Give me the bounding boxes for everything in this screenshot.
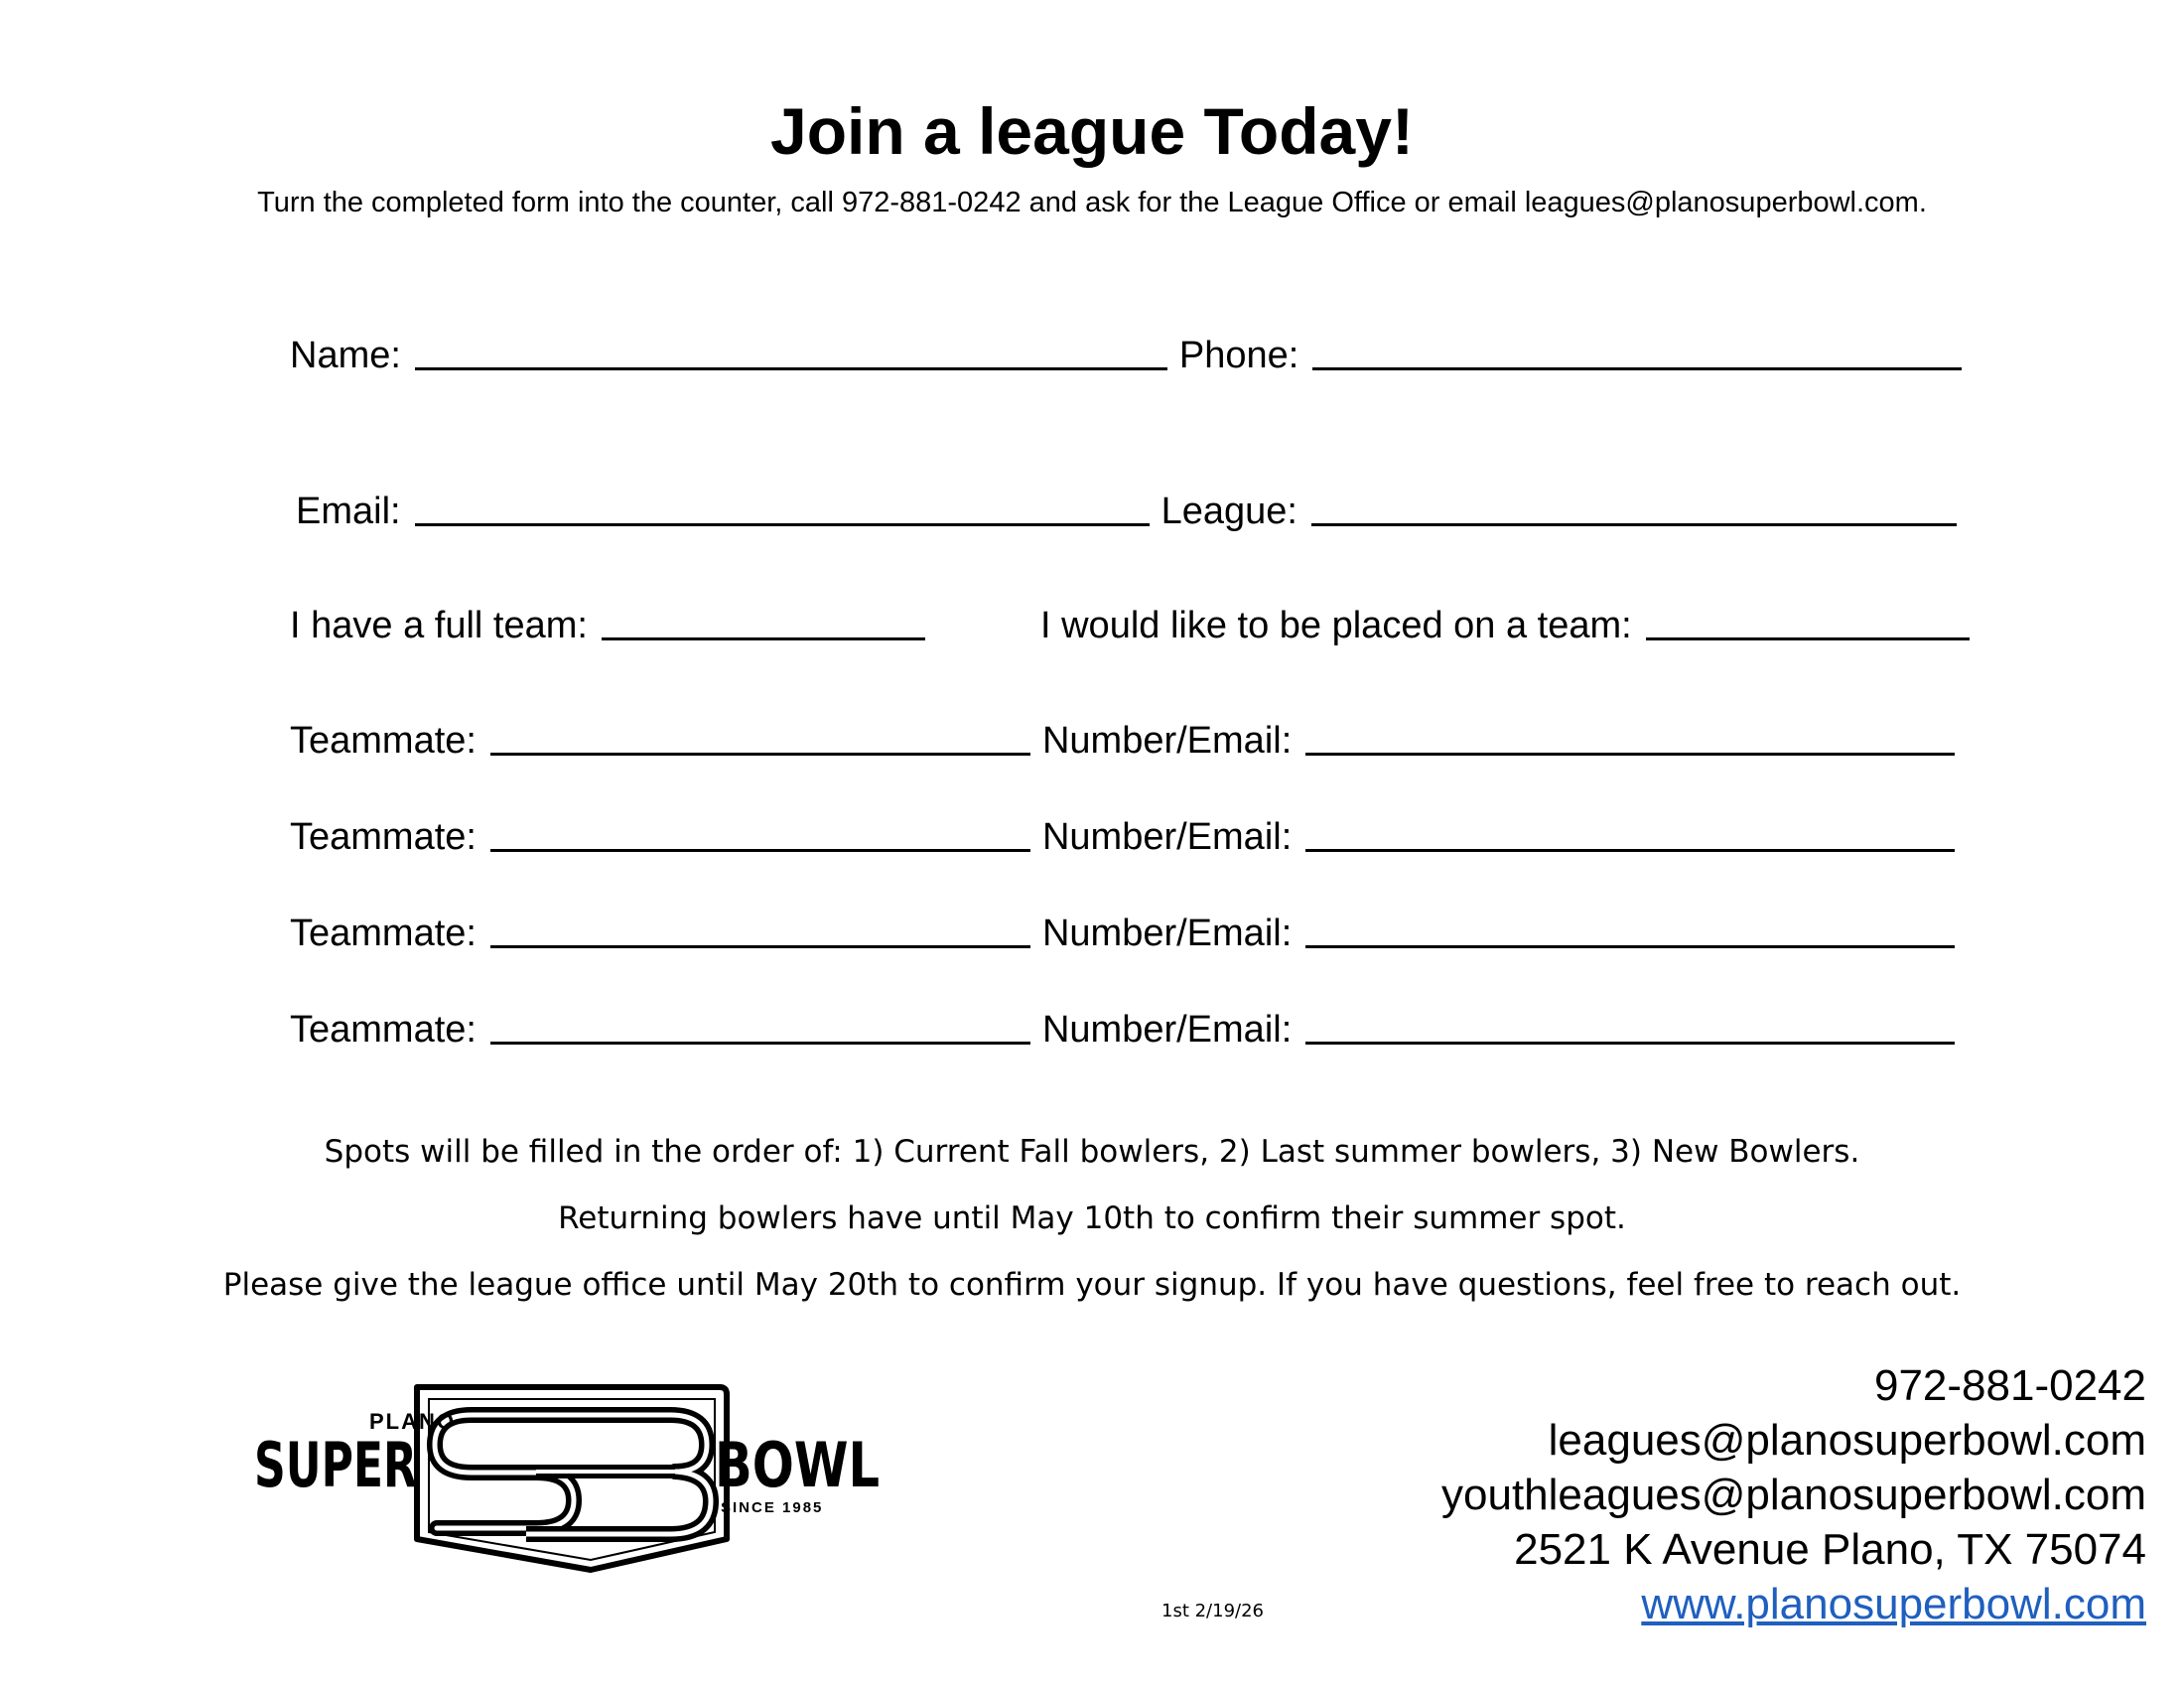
- teammate-line[interactable]: [490, 845, 1030, 852]
- full-team-line[interactable]: [602, 633, 925, 640]
- website-link[interactable]: www.planosuperbowl.com: [1641, 1580, 2146, 1628]
- note-line: Returning bowlers have until May 10th to confirm their summer spot.: [558, 1200, 1626, 1236]
- contact-youth-email: youthleagues@planosuperbowl.com: [1441, 1471, 2146, 1519]
- name-phone-row: [290, 328, 1962, 377]
- phone-line[interactable]: [1312, 363, 1962, 370]
- instructions-text: Turn the completed form into the counter, call 972-881-0242 and ask for the League Office or email leagues@planosuperbowl.com.: [257, 187, 1927, 218]
- placed-on-team-label: I would like to be placed on a team:: [1040, 605, 1632, 646]
- email-field[interactable]: [296, 490, 1150, 533]
- full-team-field[interactable]: [290, 598, 925, 647]
- teammate-label: Teammate:: [290, 1009, 477, 1051]
- teammate-contact-label: Number/Email:: [1041, 1009, 1293, 1051]
- name-label: Name:: [290, 335, 401, 376]
- teammate-label: Teammate:: [290, 816, 477, 858]
- teammate-contact-label: Number/Email:: [1041, 913, 1293, 954]
- teammate-contact-field[interactable]: [1042, 912, 1955, 955]
- email-league-row: [296, 484, 1957, 533]
- teammate-field[interactable]: [290, 719, 1030, 763]
- teammate-contact-line[interactable]: [1305, 941, 1955, 948]
- contact-email: leagues@planosuperbowl.com: [1548, 1416, 2146, 1465]
- teammate-contact-field[interactable]: [1042, 719, 1955, 763]
- teammate-contact-line[interactable]: [1305, 749, 1955, 756]
- teammate-row: [290, 809, 1955, 859]
- signup-notes: [0, 1130, 2184, 1330]
- note-line: Spots will be filled in the order of: 1) Current Fall bowlers, 2) Last summer bowlers, 3) New Bowlers.: [324, 1134, 1860, 1170]
- teammate-field[interactable]: [290, 1008, 1030, 1052]
- contact-address: 2521 K Avenue Plano, TX 75074: [1514, 1525, 2146, 1574]
- email-label: Email:: [296, 491, 401, 532]
- logo-bowl-text: BOWL: [715, 1429, 880, 1501]
- logo-super-text: SUPER: [254, 1429, 417, 1501]
- teammate-field[interactable]: [290, 912, 1030, 955]
- contact-phone: 972-881-0242: [1873, 1361, 2146, 1410]
- teammate-row: [290, 713, 1955, 763]
- teammate-line[interactable]: [490, 1038, 1030, 1045]
- teammate-line[interactable]: [490, 749, 1030, 756]
- teammate-contact-label: Number/Email:: [1041, 720, 1293, 762]
- phone-label: Phone:: [1178, 335, 1299, 376]
- phone-field[interactable]: [1179, 334, 1962, 377]
- name-field[interactable]: [290, 334, 1167, 377]
- note-line: Please give the league office until May 20th to confirm your signup. If you have questions, feel free to reach out.: [222, 1267, 1962, 1303]
- email-line[interactable]: [415, 519, 1150, 526]
- teammate-row: [290, 906, 1955, 955]
- teammate-field[interactable]: [290, 815, 1030, 859]
- name-line[interactable]: [415, 363, 1167, 370]
- revision-date: 1st 2/19/26: [1161, 1601, 1264, 1621]
- logo-plano-text: PLANO: [369, 1409, 456, 1434]
- teammate-row: [290, 1002, 1955, 1052]
- teammate-contact-field[interactable]: [1042, 815, 1955, 859]
- teammate-line[interactable]: [490, 941, 1030, 948]
- teammate-label: Teammate:: [290, 720, 477, 762]
- teammate-contact-label: Number/Email:: [1041, 816, 1293, 858]
- teammate-contact-line[interactable]: [1305, 1038, 1955, 1045]
- placed-on-team-line[interactable]: [1646, 633, 1970, 640]
- full-team-label: I have a full team:: [290, 605, 588, 646]
- plano-super-bowl-logo: [248, 1375, 884, 1574]
- teammate-label: Teammate:: [290, 913, 477, 954]
- league-label: League:: [1160, 491, 1297, 532]
- logo-since-text: SINCE 1985: [721, 1499, 824, 1516]
- teammate-contact-line[interactable]: [1305, 845, 1955, 852]
- page-title: Join a league Today!: [770, 94, 1414, 168]
- league-field[interactable]: [1161, 490, 1957, 533]
- contact-block: [1441, 1358, 2146, 1631]
- teammate-contact-field[interactable]: [1042, 1008, 1955, 1052]
- league-line[interactable]: [1311, 519, 1957, 526]
- placed-on-team-field[interactable]: [1040, 598, 1970, 647]
